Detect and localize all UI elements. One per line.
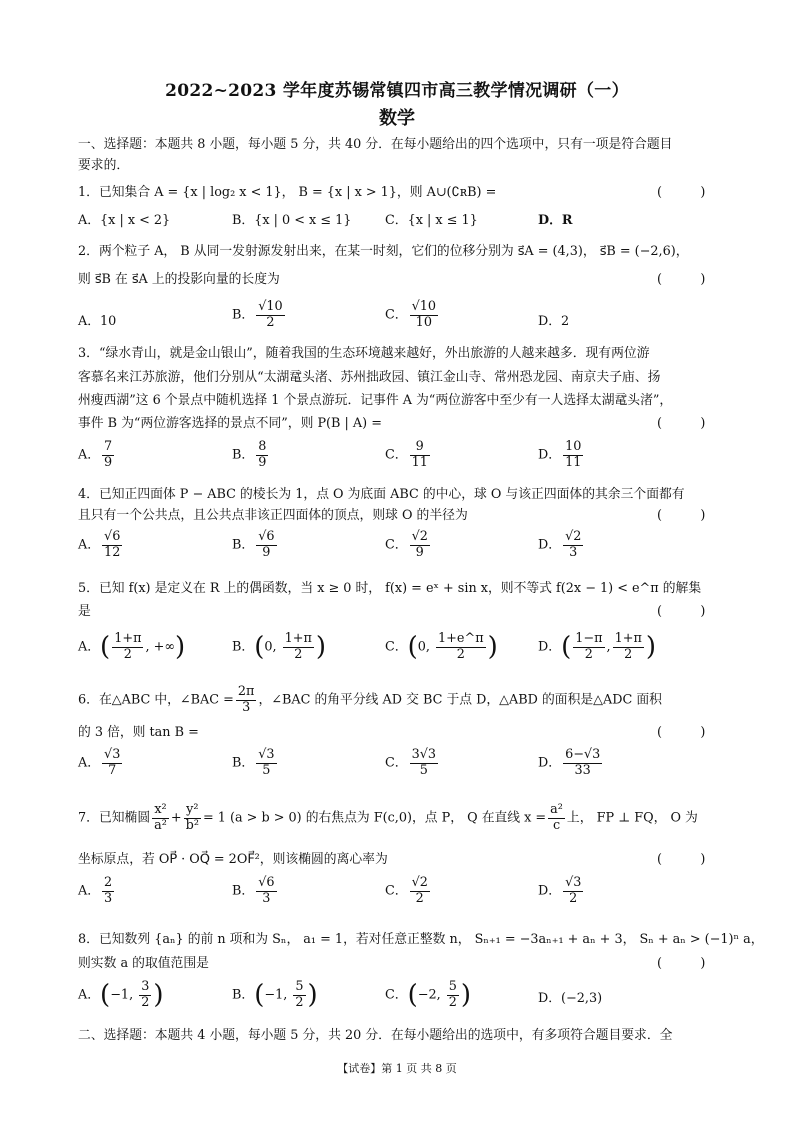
q6-stem: 6．在△ABC 中，∠BAC = $\frac{2\pi}{3}$ ，∠BAC 的角平分线 AD 交 BC 于点 D，△ABD 的面积是△ADC 面积	[78, 684, 662, 715]
q3-stem-cont2: 州瘦西湖”这 6 个景点中随机选择 1 个景点游玩．记事件 A 为“两位游客中至少有一人选择太湖鼋头渚”，	[78, 393, 673, 408]
q1-option-c: C．{x | x ≤ 1}	[385, 213, 478, 228]
q3-option-a: A． $\frac{7}{9}$	[78, 439, 113, 470]
q1-answer-bracket: ( )	[657, 185, 706, 200]
q7-option-b: B． $\frac{√6}{3}$	[232, 875, 275, 906]
page-title: 2022~2023 学年度苏锡常镇四市高三教学情况调研（一）	[165, 81, 629, 101]
subject-heading: 数学	[379, 108, 415, 129]
q7-answer-bracket: ( )	[657, 852, 706, 867]
q6-option-d: D． $\frac{6-√3}{33}$	[538, 747, 601, 778]
q7-option-a: A． $\frac{2}{3}$	[78, 875, 113, 906]
q3-stem-cont3: 事件 B 为“两位游客选择的景点不同”，则 P(B | A) =	[78, 416, 382, 431]
q2-option-b: B． $\frac{√10}{2}$	[232, 299, 283, 330]
q4-option-c: C． $\frac{√2}{9}$	[385, 529, 428, 560]
q8-option-c: C．(−2, $\frac{5}{2}$ )	[385, 979, 472, 1011]
section1-intro: 一、选择题：本题共 8 小题，每小题 5 分，共 40 分．在每小题给出的四个选项中，只有一项是符合题目	[78, 137, 673, 152]
q8-answer-bracket: ( )	[657, 956, 706, 971]
q7-option-d: D． $\frac{√3}{2}$	[538, 875, 582, 906]
q1-stem: 1．已知集合 A = {x | log₂ x < 1}， B = {x | x > 1}，则 A∪(∁ʀB) =	[78, 185, 497, 200]
q2-option-c: C． $\frac{√10}{10}$	[385, 299, 437, 330]
q4-stem: 4．已知正四面体 P − ABC 的棱长为 1，点 O 为底面 ABC 的中心，球 O 与该正四面体的其余三个面都有	[78, 487, 685, 502]
q5-answer-bracket: ( )	[657, 604, 706, 619]
q5-option-d: D．( $\frac{1-\pi}{2}$ , $\frac{1+\pi}{2}$ )	[538, 631, 657, 663]
q6-answer-bracket: ( )	[657, 725, 706, 740]
q5-stem-cont: 是	[78, 604, 91, 619]
q2-option-a: A．10	[78, 314, 117, 329]
q5-option-b: B．(0, $\frac{1+\pi}{2}$ )	[232, 631, 327, 663]
q5-stem: 5．已知 f(x) 是定义在 R 上的偶函数，当 x ≥ 0 时， f(x) = eˣ + sin x，则不等式 f(2x − 1) < e^π 的解集	[78, 581, 702, 596]
q1-option-a: A．{x | x < 2}	[78, 213, 171, 228]
q6-stem-cont: 的 3 倍，则 tan B =	[78, 725, 199, 740]
q2-option-c-fraction: $\frac{√10}{10}$	[411, 299, 437, 330]
q8-option-d: D．(−2,3)	[538, 991, 603, 1006]
q3-option-b: B． $\frac{8}{9}$	[232, 439, 267, 470]
q5-option-a: A．( $\frac{1+\pi}{2}$ , +∞)	[78, 631, 186, 663]
q2-option-b-fraction: $\frac{√10}{2}$	[258, 299, 283, 330]
q3-option-c: C． $\frac{9}{11}$	[385, 439, 428, 470]
q3-answer-bracket: ( )	[657, 416, 706, 431]
q4-option-d: D． $\frac{√2}{3}$	[538, 529, 582, 560]
q8-stem-cont: 则实数 a 的取值范围是	[78, 956, 209, 971]
section2-intro: 二、选择题：本题共 4 小题，每小题 5 分，共 20 分．在每小题给出的选项中，有多项符合题目要求．全	[78, 1028, 673, 1043]
q4-stem-cont: 且只有一个公共点，且公共点非该正四面体的顶点，则球 O 的半径为	[78, 508, 468, 523]
q7-stem-cont: 坐标原点，若 OP⃗ · OQ⃗ = 2OF⃗²，则该椭圆的离心率为	[78, 852, 388, 867]
q3-stem: 3．“绿水青山，就是金山银山”，随着我国的生态环境越来越好，外出旅游的人越来越多．现有两位游	[78, 346, 650, 361]
q8-option-a: A．(−1, $\frac{3}{2}$ )	[78, 979, 164, 1011]
q7-option-c: C． $\frac{√2}{2}$	[385, 875, 428, 906]
q5-option-c: C．(0, $\frac{1+e\^{}\pi}{2}$ )	[385, 631, 498, 663]
q6-option-c: C． $\frac{3√3}{5}$	[385, 747, 437, 778]
q2-stem: 2．两个粒子 A， B 从同一发射源发射出来，在某一时刻，它们的位移分别为 s⃗A = (4,3)， s⃗B = (−2,6)，	[78, 244, 689, 259]
q3-option-d: D． $\frac{10}{11}$	[538, 439, 582, 470]
q4-answer-bracket: ( )	[657, 508, 706, 523]
page-footer: 【试卷】第 1 页 共 8 页	[337, 1062, 457, 1075]
q2-stem-cont: 则 s⃗B 在 s⃗A 上的投影向量的长度为	[78, 272, 280, 287]
q8-stem: 8．已知数列 {aₙ} 的前 n 项和为 Sₙ， a₁ = 1，若对任意正整数 n， Sₙ₊₁ = −3aₙ₊₁ + aₙ + 3， Sₙ + aₙ > (−1)ⁿ a，	[78, 932, 764, 947]
q8-option-b: B．(−1, $\frac{5}{2}$ )	[232, 979, 318, 1011]
q6-option-b: B． $\frac{√3}{5}$	[232, 747, 275, 778]
q3-stem-cont: 客慕名来江苏旅游，他们分别从“太湖鼋头渚、苏州拙政园、镇江金山寺、常州恐龙园、南京夫子庙、扬	[78, 370, 661, 385]
q4-option-a: A． $\frac{√6}{12}$	[78, 529, 121, 560]
q7-stem: 7．已知椭圆 $\frac{\text{x²}}{\text{a²}}$ + $\frac{\text{y²}}{\text{b²}}$ = 1 (a > b > 0) 的右焦点为 F(c,0)，点 P， Q 在直线 x = $\frac{\text{a²}}{c}$ 上， FP ⊥ FQ， O 为	[78, 802, 698, 833]
section1-intro-cont: 要求的．	[78, 158, 130, 173]
q1-option-b: B．{x | 0 < x ≤ 1}	[232, 213, 352, 228]
q1-option-d: D．R	[538, 213, 573, 228]
q4-option-b: B． $\frac{√6}{9}$	[232, 529, 275, 560]
q2-answer-bracket: ( )	[657, 272, 706, 287]
q6-option-a: A． $\frac{√3}{7}$	[78, 747, 121, 778]
q2-option-d: D．2	[538, 314, 570, 329]
